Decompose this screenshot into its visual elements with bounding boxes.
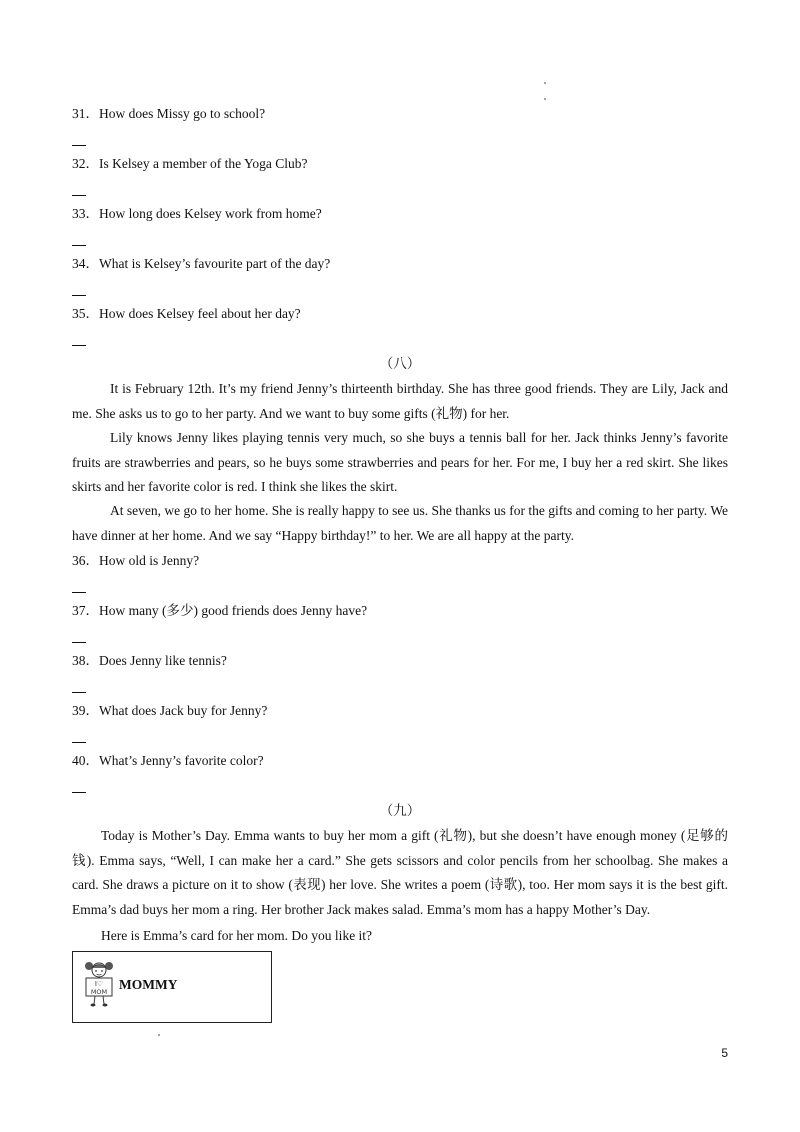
answer-line	[72, 692, 86, 693]
section-8-paragraph-2: Lily knows Jenny likes playing tennis very much, so she buys a tennis ball for her. Jack thinks Jenny’s favorite fruits are strawberries and pears, so he buys some strawberries and pears for her. For me, I buy her a red skirt. She likes skirts and her favorite color is red. I think she likes the skirt.	[72, 430, 728, 494]
answer-line	[72, 792, 86, 793]
mothers-day-card	[72, 951, 272, 1023]
girl-holding-sign-icon	[83, 960, 115, 1008]
card-word: MOMMY	[119, 977, 178, 992]
question-40: 40．What’s Jenny’s favorite color?	[72, 753, 264, 768]
section-8-paragraph-1: It is February 12th. It’s my friend Jenny’s thirteenth birthday. She has three good friends. They are Lily, Jack and me. She asks us to go to her party. And we want to buy some gifts (礼物) for her.	[72, 381, 728, 421]
answer-line	[72, 345, 86, 346]
answer-line	[72, 195, 86, 196]
question-32: 32．Is Kelsey a member of the Yoga Club?	[72, 156, 308, 171]
stray-mark	[158, 1034, 160, 1036]
stray-mark	[544, 82, 546, 84]
answer-line	[72, 642, 86, 643]
card-sign-line-1: I♡	[94, 980, 104, 988]
answer-line	[72, 592, 86, 593]
page-number: 5	[721, 1046, 728, 1060]
question-38: 38．Does Jenny like tennis?	[72, 653, 227, 668]
question-36: 36．How old is Jenny?	[72, 553, 200, 568]
question-37: 37．How many (多少) good friends does Jenny have?	[72, 603, 368, 618]
answer-line	[72, 145, 86, 146]
question-33: 33．How long does Kelsey work from home?	[72, 206, 322, 221]
question-34: 34．What is Kelsey’s favourite part of the day?	[72, 256, 331, 271]
stray-mark	[544, 98, 546, 100]
question-35: 35．How does Kelsey feel about her day?	[72, 306, 301, 321]
card-sign-line-2: MOM	[90, 988, 108, 996]
answer-line	[72, 245, 86, 246]
section-9-heading: （九）	[379, 803, 421, 818]
question-39: 39．What does Jack buy for Jenny?	[72, 703, 268, 718]
section-9-paragraph-1: Today is Mother’s Day. Emma wants to buy her mom a gift (礼物), but she doesn’t have enough money (足够的钱). Emma says, “Well, I can make her a card.” She gets scissors and color pencils from her schoolbag. She makes a card. She draws a picture on it to show (表现) her love. She writes a poem (诗歌), too. Her mom says it is the best gift. Emma’s dad buys her mom a ring. Her brother Jack makes salad. Emma’s mom has a happy Mother’s Day.	[72, 828, 728, 917]
section-9-paragraph-2: Here is Emma’s card for her mom. Do you like it?	[101, 928, 373, 943]
section-8-heading: （八）	[379, 356, 421, 371]
answer-line	[72, 295, 86, 296]
answer-line	[72, 742, 86, 743]
question-31: 31．How does Missy go to school?	[72, 106, 266, 121]
section-8-paragraph-3: At seven, we go to her home. She is really happy to see us. She thanks us for the gifts and coming to her party. We have dinner at her home. And we say “Happy birthday!” to her. We are all happy at the party.	[72, 503, 728, 543]
